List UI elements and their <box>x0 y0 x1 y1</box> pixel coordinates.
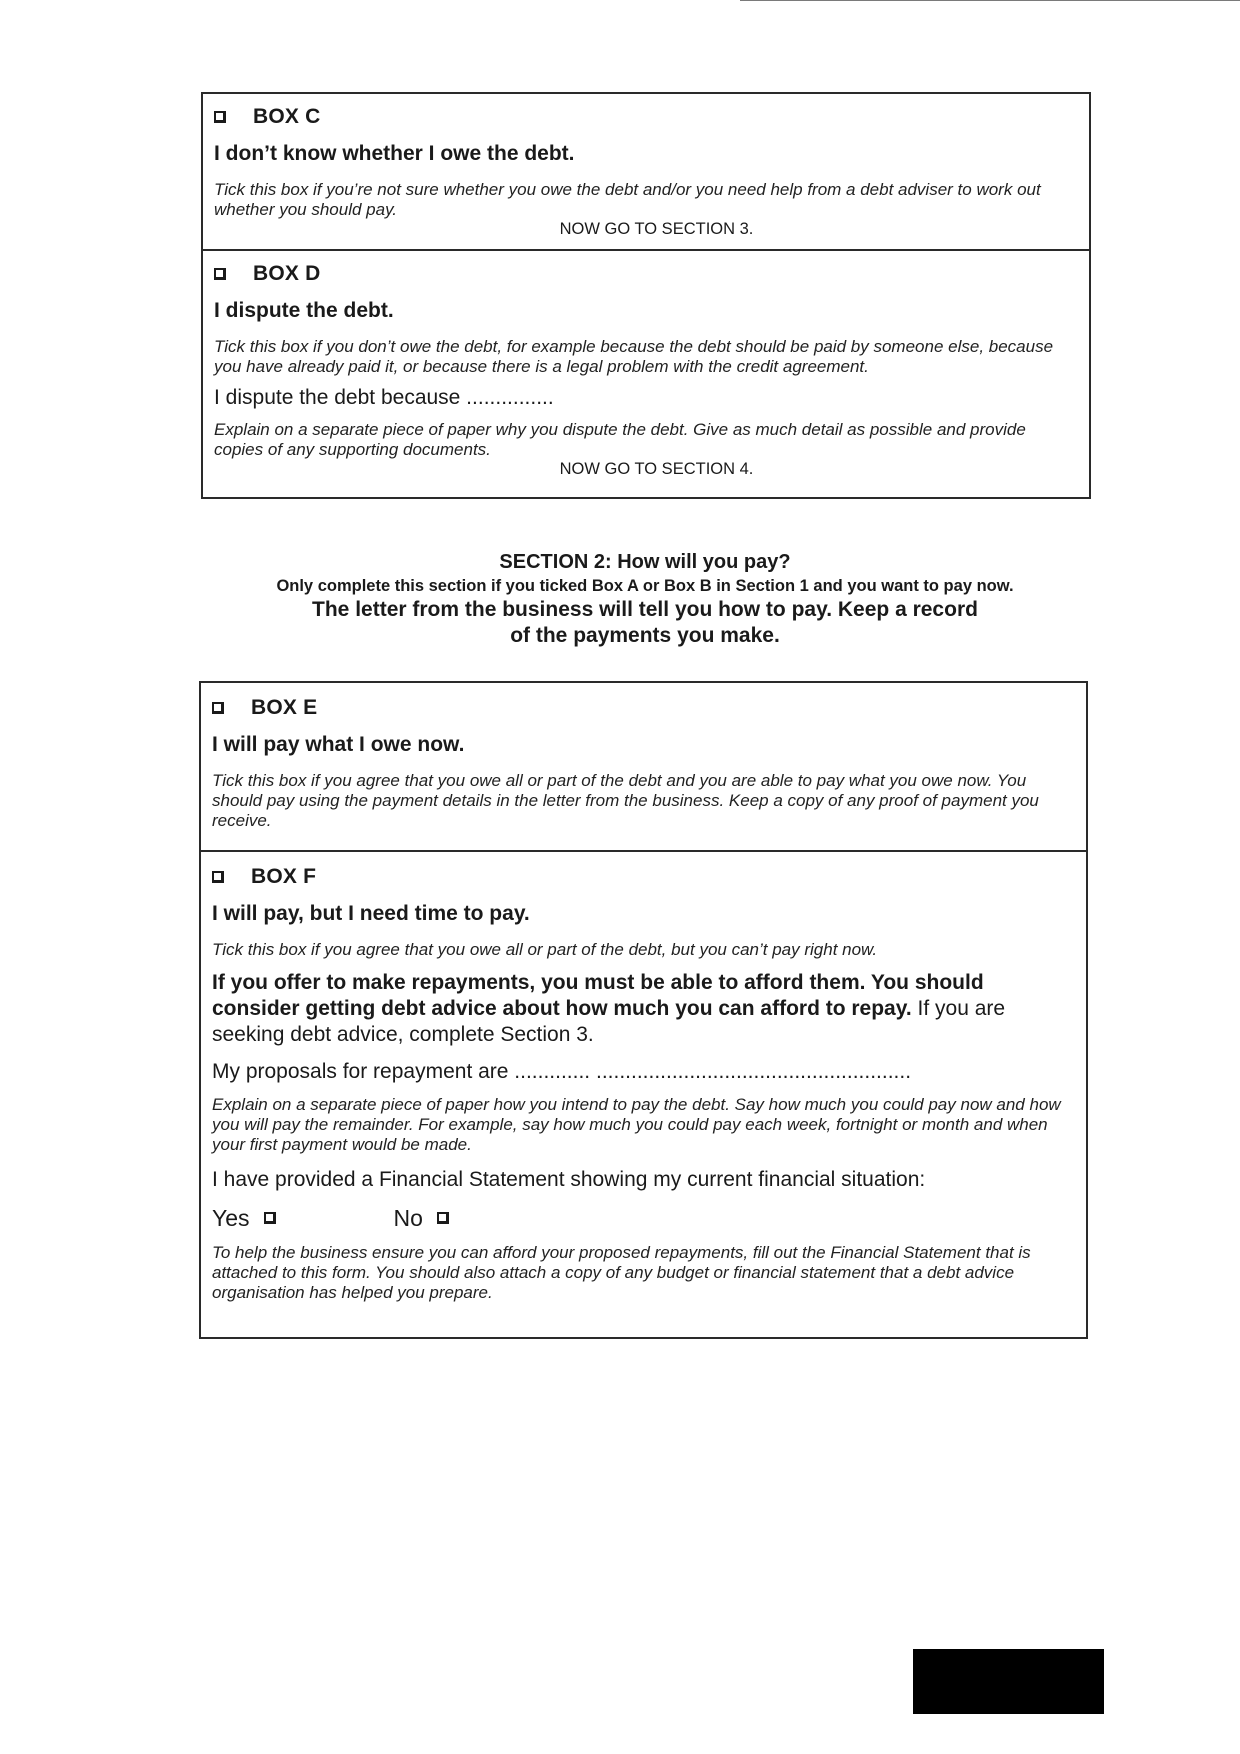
no-checkbox[interactable] <box>437 1212 449 1224</box>
box-e-checkbox[interactable] <box>212 702 224 714</box>
yes-checkbox[interactable] <box>264 1212 276 1224</box>
section2-title: SECTION 2: How will you pay? <box>499 551 791 573</box>
yes-label: Yes <box>212 1204 250 1231</box>
box-c-checkbox[interactable] <box>214 111 226 123</box>
section1-options-group <box>201 92 1091 499</box>
financial-statement-answer <box>212 1205 1076 1231</box>
financial-statement-help-note: To help the business ensure you can afford your proposed repayments, fill out the Financial Statement that is attached to this form. You should also attach a copy of any budget or financial statement that a debt advice organisation has helped you prepare. <box>212 1243 1031 1302</box>
box-f-header <box>212 862 1076 892</box>
box-d-header <box>214 259 1079 289</box>
box-d-goto: NOW GO TO SECTION 4. <box>559 460 754 478</box>
box-e-option <box>201 683 1086 852</box>
box-c-option <box>203 94 1089 251</box>
debt-advice-warning-plain: If you are seeking debt advice, complete Section 3. <box>212 997 1006 1046</box>
box-e-header <box>212 693 1076 723</box>
section2-heading <box>195 549 1095 649</box>
section2-subtitle: Only complete this section if you ticked Box A or Box B in Section 1 and you want to pay now. <box>276 577 1014 595</box>
box-f-checkbox[interactable] <box>212 871 224 883</box>
box-d-note: Tick this box if you don’t owe the debt, for example because the debt should be paid by someone else, because you have already paid it, or because there is a legal problem with the credit agreement. <box>214 337 1054 376</box>
box-c-note: Tick this box if you’re not sure whether you owe the debt and/or you need help from a debt adviser to work out whether you should pay. <box>214 180 1041 219</box>
box-f-note: Tick this box if you agree that you owe all or part of the debt, but you can’t pay right now. <box>212 940 878 959</box>
box-e-note: Tick this box if you agree that you owe all or part of the debt and you are able to pay what you owe now. You should pay using the payment details in the letter from the business. Keep a copy of any proof of payment you receive. <box>212 771 1039 830</box>
debt-advice-warning-bold: If you offer to make repayments, you must be able to afford them. You should consider getting debt advice about how much you can afford to repay. <box>212 971 984 1020</box>
box-c-statement: I don’t know whether I owe the debt. <box>214 142 575 165</box>
box-f-option <box>201 852 1086 1303</box>
box-d-statement: I dispute the debt. <box>214 299 394 322</box>
box-c-header <box>214 102 1079 132</box>
box-c-goto: NOW GO TO SECTION 3. <box>559 220 754 238</box>
section2-options-group <box>199 681 1088 1339</box>
no-label: No <box>393 1204 423 1231</box>
dispute-reason-line: I dispute the debt because ............... <box>214 386 554 409</box>
debt-advice-warning <box>212 970 1076 1048</box>
box-c-title: BOX C <box>253 105 321 128</box>
financial-statement-question: I have provided a Financial Statement showing my current financial situation: <box>212 1168 926 1191</box>
box-f-explain: Explain on a separate piece of paper how you intend to pay the debt. Say how much you could pay now and how you will pay the remainder. For example, say how much you could pay each week, fortnight or month and when your first payment would be made. <box>212 1095 1061 1154</box>
box-f-title: BOX F <box>251 865 317 888</box>
redaction-block <box>913 1649 1104 1714</box>
box-e-title: BOX E <box>251 696 318 719</box>
scan-edge-line <box>740 0 1240 1</box>
box-d-explain: Explain on a separate piece of paper why you dispute the debt. Give as much detail as possible and provide copies of any supporting documents. <box>214 420 1026 459</box>
box-f-statement: I will pay, but I need time to pay. <box>212 902 530 925</box>
box-e-statement: I will pay what I owe now. <box>212 733 465 756</box>
section2-letter-note: The letter from the business will tell you how to pay. Keep a record of the payments you make. <box>312 598 978 647</box>
repayment-proposals-line: My proposals for repayment are ............. ...................................................... <box>212 1060 912 1083</box>
box-d-title: BOX D <box>253 262 321 285</box>
box-d-checkbox[interactable] <box>214 268 226 280</box>
box-d-option <box>203 251 1089 497</box>
